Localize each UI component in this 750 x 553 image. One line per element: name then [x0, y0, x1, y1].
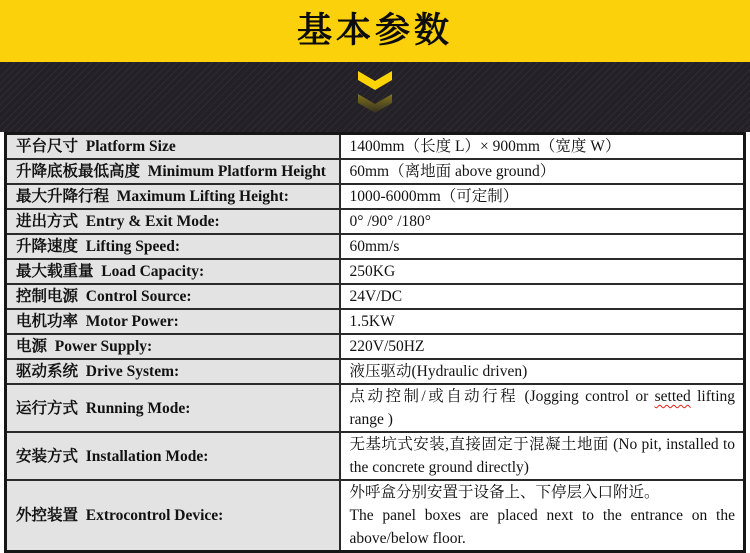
table-row-control-source	[6, 284, 745, 309]
table-row-running-mode	[6, 384, 745, 432]
spec-label: 平台尺寸 Platform Size	[6, 134, 340, 160]
spec-value: 液压驱动(Hydraulic driven)	[340, 359, 745, 384]
spec-value: 24V/DC	[340, 284, 745, 309]
spec-table	[4, 132, 746, 553]
chevron-down-faded	[358, 94, 392, 114]
table-row-lifting-speed	[6, 234, 745, 259]
table-row-load-capacity	[6, 259, 745, 284]
table-row-entry-exit-mode	[6, 209, 745, 234]
spec-label: 控制电源 Control Source:	[6, 284, 340, 309]
double-chevron-down-icon	[358, 71, 392, 114]
value-line-english: The panel boxes are placed next to the entrance on the above/below floor.	[349, 507, 735, 547]
spec-value: 1000-6000mm（可定制）	[340, 184, 745, 209]
spec-value: 1400mm（长度 L）× 900mm（宽度 W）	[340, 134, 745, 160]
table-row-max-lifting-height	[6, 184, 745, 209]
spec-label: 最大载重量 Load Capacity:	[6, 259, 340, 284]
spec-value: 60mm（离地面 above ground）	[340, 159, 745, 184]
table-row-min-platform-height	[6, 159, 745, 184]
spec-value: 0° /90° /180°	[340, 209, 745, 234]
spec-value: 250KG	[340, 259, 745, 284]
table-row-power-supply	[6, 334, 745, 359]
spec-value: 1.5KW	[340, 309, 745, 334]
spec-label: 进出方式 Entry & Exit Mode:	[6, 209, 340, 234]
spec-label: 最大升降行程 Maximum Lifting Height:	[6, 184, 340, 209]
table-row-motor-power	[6, 309, 745, 334]
spec-value: 60mm/s	[340, 234, 745, 259]
divider-band	[0, 62, 750, 132]
value-text-before: 点动控制/或自动行程 (Jogging control or	[349, 388, 655, 405]
spec-value: 无基坑式安装,直接固定于混凝土地面 (No pit, installed to the concrete ground directly)	[340, 432, 745, 480]
spec-value	[340, 480, 745, 552]
value-line-chinese: 外呼盒分别安置于设备上、下停层入口附近。	[349, 484, 660, 501]
table-row-installation-mode	[6, 432, 745, 480]
value-text-after: lifting range )	[349, 388, 736, 428]
misspelled-word: setted	[654, 388, 691, 405]
spec-label: 升降底板最低高度 Minimum Platform Height	[6, 159, 340, 184]
table-row-drive-system	[6, 359, 745, 384]
spec-label: 电机功率 Motor Power:	[6, 309, 340, 334]
spec-value	[340, 384, 745, 432]
spec-value: 220V/50HZ	[340, 334, 745, 359]
spec-label: 运行方式 Running Mode:	[6, 384, 340, 432]
chevron-down-bright	[358, 71, 392, 91]
table-row-extrocontrol-device	[6, 480, 745, 552]
page-title: 基本参数	[296, 10, 453, 51]
spec-label: 驱动系统 Drive System:	[6, 359, 340, 384]
table-row-platform-size	[6, 134, 745, 160]
spec-label: 升降速度 Lifting Speed:	[6, 234, 340, 259]
header-banner	[0, 0, 750, 62]
spec-label: 外控装置 Extrocontrol Device:	[6, 480, 340, 552]
spec-label: 电源 Power Supply:	[6, 334, 340, 359]
spec-label: 安装方式 Installation Mode:	[6, 432, 340, 480]
